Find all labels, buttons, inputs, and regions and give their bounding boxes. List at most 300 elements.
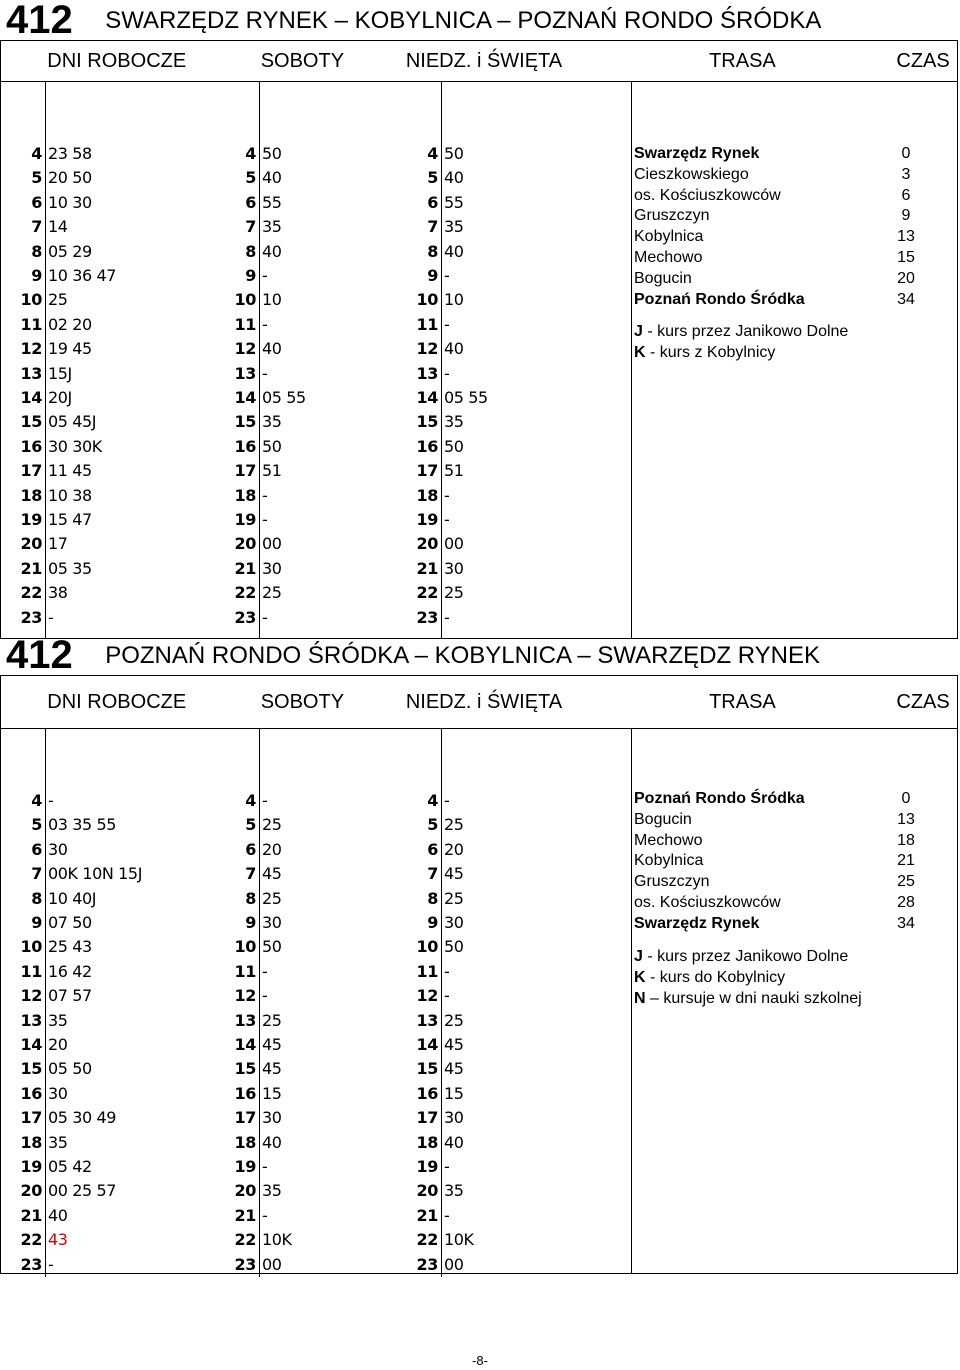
minutes-cell: 50: [262, 144, 282, 163]
minutes-cell: 05 30 49: [48, 1108, 117, 1128]
stop-time: 28: [897, 893, 915, 911]
hour-cell: 14: [416, 1035, 438, 1054]
legend-notes: [634, 947, 862, 1009]
stop-name: Poznań Rondo Śródka: [634, 790, 805, 807]
minutes-cell: 00 25 57: [48, 1181, 117, 1201]
minutes-cell: 45: [444, 1059, 464, 1079]
hour-cell: 9: [245, 913, 256, 932]
hour-cell: 12: [20, 339, 42, 359]
header-route: TRASA: [709, 690, 776, 713]
hour-cell: 12: [234, 986, 256, 1006]
stops-list: [634, 144, 926, 310]
minutes-cell: -: [262, 1205, 268, 1225]
minutes-cell: 50: [444, 436, 464, 456]
hour-cell: 13: [20, 363, 42, 383]
legend-text: - kurs przez Janikowo Dolne: [642, 948, 849, 965]
minutes-cell: 14: [48, 217, 68, 237]
hour-cell: 9: [31, 266, 42, 285]
header-weekdays: DNI ROBOCZE: [47, 49, 187, 72]
minutes-cell: 10K: [444, 1230, 474, 1250]
minutes-cell: 00K 10N 15J: [48, 864, 143, 884]
hour-cell: 13: [20, 1010, 42, 1030]
hour-cell: 23: [20, 1254, 42, 1274]
minutes-cell: 05 50: [48, 1059, 92, 1079]
minutes-cell: 05 45J: [48, 412, 97, 432]
hour-cell: 18: [20, 485, 42, 505]
stop-row: [634, 144, 926, 165]
hour-cell: 18: [234, 485, 256, 505]
minutes-cell: 25: [48, 290, 68, 310]
legend-key: K: [634, 968, 646, 986]
stop-time: 0: [901, 145, 911, 162]
minutes-cell: -: [444, 314, 450, 334]
minutes-cell: 55: [444, 192, 464, 212]
hour-cell: 8: [427, 888, 438, 908]
minutes-cell: 20: [48, 1035, 68, 1054]
hour-cell: 21: [416, 1205, 438, 1225]
hour-cell: 15: [416, 412, 438, 432]
hour-cell: 9: [31, 913, 42, 932]
stop-time: 0: [901, 790, 911, 807]
hour-cell: 13: [234, 363, 256, 383]
hour-cell: 20: [416, 1181, 438, 1201]
legend-text: – kursuje w dni nauki szkolnej: [645, 989, 862, 1007]
minutes-cell: -: [48, 791, 54, 810]
hour-cell: 22: [20, 1230, 42, 1250]
stop-time: 20: [897, 269, 915, 287]
stop-time: 15: [897, 248, 915, 266]
minutes-cell: 05 35: [48, 558, 92, 578]
stop-time: 34: [897, 290, 915, 308]
stop-row: [634, 851, 926, 872]
stops-list: [634, 789, 926, 935]
stop-name: os. Kościuszkowców: [634, 186, 781, 204]
minutes-cell: 02 20: [48, 314, 92, 334]
minutes-cell: 40: [262, 1132, 282, 1152]
minutes-cell: 40: [262, 241, 282, 261]
hour-cell: 20: [416, 534, 438, 554]
hour-cell: 22: [416, 583, 438, 603]
hour-cell: 19: [234, 510, 256, 529]
minutes-cell: 35: [262, 412, 282, 432]
header-saturdays: SOBOTY: [260, 49, 345, 72]
minutes-cell: -: [262, 485, 268, 505]
minutes-cell: 30: [444, 913, 464, 932]
stop-row: [634, 789, 926, 810]
minutes-cell: 25: [444, 815, 464, 835]
hour-cell: 18: [416, 485, 438, 505]
stop-time: 13: [897, 810, 915, 828]
schedule-body: [0, 82, 958, 639]
header-time: CZAS: [896, 690, 950, 713]
minutes-cell: -: [262, 986, 268, 1006]
hour-cell: 22: [20, 583, 42, 603]
minutes-cell: 19 45: [48, 339, 92, 359]
minutes-cell: 20J: [48, 388, 72, 407]
hour-cell: 6: [427, 192, 438, 212]
hour-cell: 12: [20, 986, 42, 1006]
minutes-cell: 00: [444, 534, 464, 554]
stop-name: Gruszczyn: [634, 207, 710, 225]
hour-cell: 16: [416, 1083, 438, 1103]
schedule-body: [0, 729, 958, 1274]
minutes-cell: -: [262, 791, 268, 810]
hour-cell: 20: [234, 534, 256, 554]
hour-cell: 17: [234, 1108, 256, 1128]
minutes-cell: 45: [262, 1059, 282, 1079]
minutes-cell: 03 35 55: [48, 815, 117, 835]
minutes-cell: 05 55: [262, 388, 306, 407]
hour-cell: 21: [234, 558, 256, 578]
minutes-cell: -: [444, 986, 450, 1006]
route-direction: SWARZĘDZ RYNEK – KOBYLNICA – POZNAŃ RONDO ŚRÓDKA: [105, 6, 822, 34]
minutes-cell: -: [444, 1205, 450, 1225]
hour-cell: 19: [416, 510, 438, 529]
minutes-cell: 50: [444, 144, 464, 163]
stop-row: [634, 165, 926, 186]
minutes-cell: 05 29: [48, 241, 92, 261]
hour-cell: 13: [234, 1010, 256, 1030]
hour-cell: 10: [20, 937, 42, 957]
hour-cell: 15: [20, 1059, 42, 1079]
stop-name: Poznań Rondo Śródka: [634, 290, 805, 308]
hour-cell: 11: [234, 961, 256, 981]
route-title-upper: [6, 0, 821, 43]
stop-time: 3: [901, 165, 911, 183]
minutes-cell: 38: [48, 583, 68, 603]
minutes-cell: -: [444, 961, 450, 981]
stop-name: Mechowo: [634, 248, 703, 266]
minutes-cell: -: [262, 314, 268, 334]
hour-cell: 7: [245, 217, 256, 237]
hour-cell: 19: [416, 1157, 438, 1176]
minutes-cell: 30: [262, 913, 282, 932]
hour-cell: 9: [427, 913, 438, 932]
minutes-cell: 30: [444, 558, 464, 578]
stop-row: [634, 227, 926, 248]
legend-text: - kurs przez Janikowo Dolne: [642, 323, 849, 340]
stop-row: [634, 248, 926, 269]
stop-row: [634, 872, 926, 893]
hour-cell: 11: [20, 314, 42, 334]
minutes-cell: -: [262, 510, 268, 529]
stop-name: Swarzędz Rynek: [634, 145, 760, 162]
minutes-cell: 35: [48, 1010, 68, 1030]
stop-time: 9: [901, 207, 911, 225]
stop-time: 34: [897, 914, 915, 932]
hour-cell: 21: [234, 1205, 256, 1225]
hour-cell: 7: [31, 864, 42, 884]
legend-key: J: [634, 323, 643, 340]
hour-cell: 20: [20, 534, 42, 554]
minutes-cell: 05 42: [48, 1157, 92, 1176]
hour-cell: 5: [427, 815, 438, 835]
hour-cell: 6: [31, 839, 42, 859]
page-number: -8-: [472, 1353, 488, 1368]
minutes-cell: -: [444, 510, 450, 529]
minutes-cell: 20 50: [48, 168, 92, 188]
hour-cell: 21: [20, 558, 42, 578]
hour-cell: 16: [20, 1083, 42, 1103]
header-saturdays: SOBOTY: [260, 690, 345, 713]
hour-cell: 4: [427, 144, 438, 163]
hour-cell: 22: [416, 1230, 438, 1250]
hour-cell: 14: [20, 388, 42, 407]
hour-cell: 15: [234, 1059, 256, 1079]
hour-cell: 5: [31, 168, 42, 188]
minutes-cell: -: [262, 363, 268, 383]
minutes-cell: 23 58: [48, 144, 92, 163]
minutes-cell: -: [48, 1254, 54, 1274]
hour-cell: 4: [427, 791, 438, 810]
hour-cell: 8: [245, 241, 256, 261]
minutes-cell: 40: [444, 1132, 464, 1152]
minutes-cell: 35: [262, 217, 282, 237]
hour-cell: 16: [234, 1083, 256, 1103]
hour-cell: 6: [245, 192, 256, 212]
hour-cell: 16: [416, 436, 438, 456]
minutes-cell: -: [444, 363, 450, 383]
hour-cell: 17: [416, 1108, 438, 1128]
minutes-cell: 45: [262, 864, 282, 884]
schedule-header: [0, 675, 958, 729]
schedule-header: [0, 40, 958, 82]
hour-cell: 23: [416, 607, 438, 627]
minutes-cell: -: [262, 266, 268, 285]
minutes-cell: -: [262, 1157, 268, 1176]
hour-cell: 16: [234, 436, 256, 456]
minutes-cell: 10 30: [48, 192, 92, 212]
hour-cell: 7: [245, 864, 256, 884]
stop-row: [634, 206, 926, 227]
minutes-cell: 30: [48, 839, 68, 859]
header-sundays: NIEDZ. i ŚWIĘTA: [405, 690, 563, 713]
header-time: CZAS: [896, 49, 950, 72]
hour-cell: 11: [234, 314, 256, 334]
stop-row: [634, 831, 926, 852]
stop-time: 13: [897, 228, 915, 246]
stop-row: [634, 186, 926, 207]
minutes-cell: -: [444, 1157, 450, 1176]
minutes-cell: 07 57: [48, 986, 92, 1006]
hour-cell: 19: [20, 1157, 42, 1176]
schedule-upper: [0, 40, 958, 639]
minutes-cell: 30: [262, 1108, 282, 1128]
minutes-cell: 35: [444, 412, 464, 432]
minutes-cell: 16 42: [48, 961, 92, 981]
stop-row: [634, 810, 926, 831]
minutes-cell: -: [444, 791, 450, 810]
minutes-cell: 20: [444, 839, 464, 859]
minutes-cell: 35: [262, 1181, 282, 1201]
minutes-cell: -: [444, 485, 450, 505]
hour-cell: 14: [416, 388, 438, 407]
minutes-cell: 25 43: [48, 937, 92, 957]
legend-text: - kurs do Kobylnicy: [645, 968, 786, 986]
hour-cell: 8: [245, 888, 256, 908]
minutes-cell: 45: [262, 1035, 282, 1054]
minutes-cell: 10K: [262, 1230, 292, 1250]
minutes-cell: 35: [48, 1132, 68, 1152]
hour-cell: 19: [20, 510, 42, 529]
minutes-cell: 50: [444, 937, 464, 957]
hour-cell: 5: [245, 815, 256, 835]
legend-key: J: [634, 948, 643, 965]
minutes-cell: -: [262, 607, 268, 627]
hour-cell: 14: [20, 1035, 42, 1054]
hour-cell: 5: [427, 168, 438, 188]
hour-cell: 23: [20, 607, 42, 627]
stop-name: Kobylnica: [634, 852, 704, 870]
minutes-cell: 40: [262, 339, 282, 359]
minutes-cell: 30: [444, 1108, 464, 1128]
minutes-cell: 40: [444, 168, 464, 188]
stop-time: 21: [897, 852, 915, 870]
minutes-cell: 35: [444, 217, 464, 237]
hour-cell: 15: [416, 1059, 438, 1079]
hour-cell: 4: [31, 144, 42, 163]
minutes-cell: 40: [262, 168, 282, 188]
minutes-cell: 35: [444, 1181, 464, 1201]
header-weekdays: DNI ROBOCZE: [47, 690, 187, 713]
hour-cell: 14: [234, 388, 256, 407]
minutes-cell: 25: [262, 583, 282, 603]
minutes-cell: 05 55: [444, 388, 488, 407]
hour-cell: 5: [31, 815, 42, 835]
hour-cell: 6: [427, 839, 438, 859]
stop-name: Cieszkowskiego: [634, 165, 749, 183]
minutes-cell: 15: [444, 1083, 464, 1103]
stop-name: Gruszczyn: [634, 873, 710, 891]
hour-cell: 23: [234, 607, 256, 627]
route-direction: POZNAŃ RONDO ŚRÓDKA – KOBYLNICA – SWARZĘDZ RYNEK: [105, 641, 821, 669]
legend-note: [634, 343, 848, 364]
schedule-lower: [0, 675, 958, 1274]
hour-cell: 20: [234, 1181, 256, 1201]
hour-cell: 14: [234, 1035, 256, 1054]
minutes-cell: 10: [444, 290, 464, 310]
minutes-cell: 40: [444, 339, 464, 359]
minutes-cell: 00: [262, 534, 282, 554]
stop-name: os. Kościuszkowców: [634, 893, 781, 911]
hour-cell: 17: [234, 461, 256, 481]
hour-cell: 21: [416, 558, 438, 578]
minutes-cell: 15: [262, 1083, 282, 1103]
minutes-cell: 10 38: [48, 485, 92, 505]
minutes-cell: 25: [444, 1010, 464, 1030]
hour-cell: 7: [31, 217, 42, 237]
legend-note: [634, 968, 862, 989]
hour-cell: 18: [416, 1132, 438, 1152]
hour-cell: 4: [245, 144, 256, 163]
stop-name: Bogucin: [634, 269, 692, 287]
hour-cell: 17: [20, 461, 42, 481]
stop-name: Mechowo: [634, 831, 703, 849]
hour-cell: 6: [245, 839, 256, 859]
stop-time: 18: [897, 831, 915, 849]
hour-cell: 10: [234, 937, 256, 957]
hour-cell: 13: [416, 1010, 438, 1030]
minutes-cell: 45: [444, 1035, 464, 1054]
header-sundays: NIEDZ. i ŚWIĘTA: [405, 49, 563, 72]
hour-cell: 23: [416, 1254, 438, 1274]
hour-cell: 18: [20, 1132, 42, 1152]
hour-cell: 23: [234, 1254, 256, 1274]
minutes-cell: 15 47: [48, 510, 92, 529]
hour-cell: 18: [234, 1132, 256, 1152]
hour-cell: 9: [245, 266, 256, 285]
hour-cell: 11: [20, 961, 42, 981]
legend-note: [634, 947, 862, 968]
stop-time: 6: [901, 186, 911, 204]
stop-row: [634, 269, 926, 290]
legend-notes: [634, 322, 848, 364]
legend-note: [634, 322, 848, 343]
minutes-cell: 25: [262, 815, 282, 835]
minutes-cell: 17: [48, 534, 68, 554]
stop-row: [634, 290, 926, 311]
hour-cell: 15: [20, 412, 42, 432]
minutes-cell: 20: [262, 839, 282, 859]
minutes-cell: 25: [262, 888, 282, 908]
minutes-cell: 45: [444, 864, 464, 884]
route-number: 412: [6, 0, 73, 42]
stop-name: Bogucin: [634, 810, 692, 828]
route-number: 412: [6, 633, 73, 677]
minutes-cell: 55: [262, 192, 282, 212]
header-route: TRASA: [709, 49, 776, 72]
hour-cell: 10: [416, 290, 438, 310]
minutes-cell: 00: [262, 1254, 282, 1274]
minutes-cell: 30: [262, 558, 282, 578]
minutes-cell: -: [444, 607, 450, 627]
hour-cell: 7: [427, 217, 438, 237]
hour-cell: 22: [234, 1230, 256, 1250]
stop-row: [634, 914, 926, 935]
hour-cell: 8: [31, 888, 42, 908]
minutes-cell: 40: [48, 1205, 68, 1225]
hour-cell: 12: [416, 339, 438, 359]
hour-cell: 8: [427, 241, 438, 261]
hour-cell: 17: [416, 461, 438, 481]
minutes-cell: 10 40J: [48, 888, 97, 908]
hour-cell: 10: [416, 937, 438, 957]
minutes-cell: 43: [48, 1230, 68, 1250]
minutes-cell: 11 45: [48, 461, 92, 481]
hour-cell: 10: [234, 290, 256, 310]
route-title-lower: [6, 633, 820, 678]
hour-cell: 7: [427, 864, 438, 884]
hour-cell: 8: [31, 241, 42, 261]
hour-cell: 9: [427, 266, 438, 285]
minutes-cell: 25: [262, 1010, 282, 1030]
hour-cell: 17: [20, 1108, 42, 1128]
stop-name: Kobylnica: [634, 228, 704, 246]
minutes-cell: 25: [444, 583, 464, 603]
minutes-cell: 10 36 47: [48, 266, 117, 285]
minutes-cell: 51: [444, 461, 464, 481]
minutes-cell: 30: [48, 1083, 68, 1103]
hour-cell: 16: [20, 436, 42, 456]
hour-cell: 15: [234, 412, 256, 432]
stop-row: [634, 893, 926, 914]
legend-text: - kurs z Kobylnicy: [645, 343, 776, 361]
minutes-cell: 50: [262, 937, 282, 957]
hour-cell: 20: [20, 1181, 42, 1201]
minutes-cell: 50: [262, 436, 282, 456]
stop-time: 25: [897, 873, 915, 891]
hour-cell: 12: [416, 986, 438, 1006]
